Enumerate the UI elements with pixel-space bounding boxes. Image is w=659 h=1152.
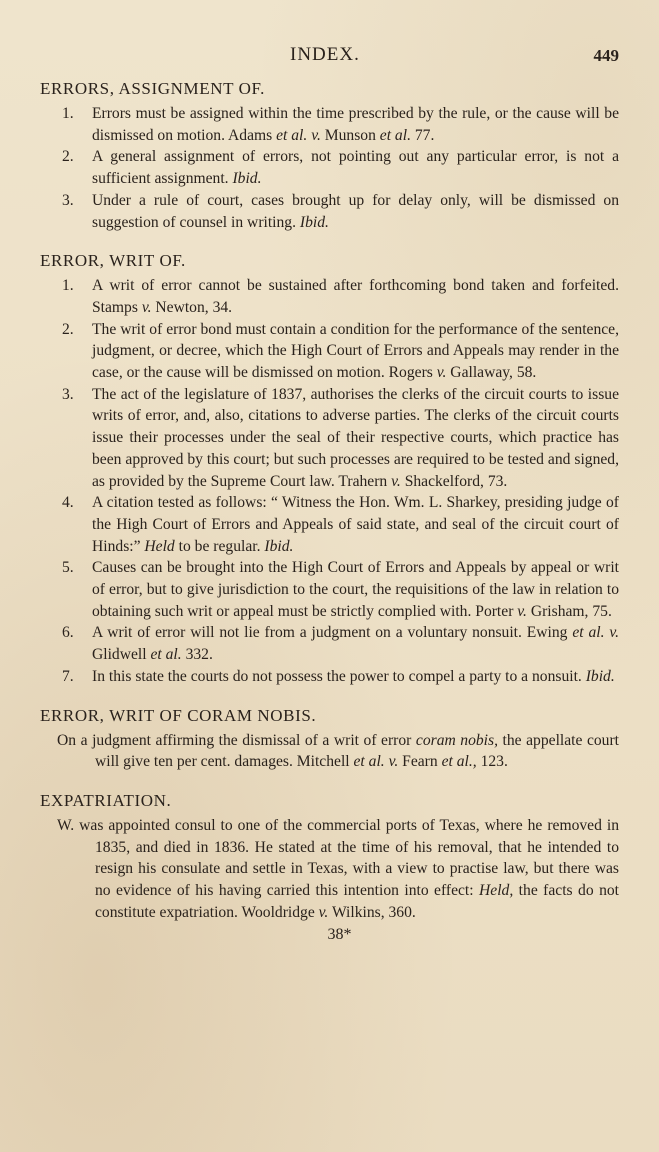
running-head bbox=[40, 38, 619, 68]
index-entry: 2. The writ of error bond must contain a condition for the performance of the sentence, judgment, or decree, which the High Court of Errors and Appeals may render in the case, or the cause will be dismissed on motion. Rogers v. Gallaway, 58. bbox=[62, 320, 619, 382]
running-title: INDEX. bbox=[290, 44, 360, 65]
index-section-errors-assignment bbox=[40, 78, 619, 233]
index-entry: 2. A general assignment of errors, not pointing out any particular error, is not a sufficient assignment. Ibid. bbox=[62, 148, 619, 188]
index-entry: 1. Errors must be assigned within the time prescribed by the rule, or the cause will be dismissed on motion. Adams et al. v. Munson et al. 77. bbox=[62, 105, 619, 144]
section-heading: ERRORS, ASSIGNMENT OF. bbox=[40, 79, 266, 98]
index-entry: On a judgment affirming the dismissal of a writ of error coram nobis, the appellate court will give ten per cent. damages. Mitchell et al. v. Fearn et al., 123. bbox=[57, 731, 620, 771]
index-entry: 7. In this state the courts do not possess the power to compel a party to a nonsuit. Ibid. bbox=[62, 667, 615, 685]
page-number: 449 bbox=[593, 46, 619, 65]
index-entry: 1. A writ of error cannot be sustained after forthcoming bond taken and forfeited. Stamps v. Newton, 34. bbox=[62, 277, 619, 316]
index-section-error-writ bbox=[40, 250, 619, 687]
signature-mark: 38* bbox=[327, 925, 352, 943]
index-entry: 4. A citation tested as follows: “ Witness the Hon. Wm. L. Sharkey, presiding judge of the High Court of Errors and Appeals of said state, and seal of the circuit court of Hinds:” Held to be regular. Ibid. bbox=[62, 494, 619, 555]
index-entry: W. was appointed consul to one of the commercial ports of Texas, where he removed in 1835, and died in 1836. He stated at the time of his removal, that he intended to resign his consulate and settle in Texas, with a view to practise law, but there was no evidence of his having carried this intention into effect: Held, the facts do not constitute expatriation. Wooldridge v. Wilkins, 360. bbox=[57, 816, 619, 921]
section-heading: ERROR, WRIT OF. bbox=[40, 251, 186, 271]
section-heading: ERROR, WRIT OF CORAM NOBIS. bbox=[40, 705, 317, 725]
index-section-coram-nobis bbox=[40, 705, 619, 773]
index-section-expatriation bbox=[40, 790, 619, 924]
index-entry: 5. Causes can be brought into the High Court of Errors and Appeals by appeal or writ of error, but to give jurisdiction to the court, the requisitions of the law in relation to obtaining such writ or appeal must be strictly complied with. Porter v. Grisham, 75. bbox=[62, 559, 619, 620]
section-heading: EXPATRIATION. bbox=[40, 790, 172, 810]
index-entry: 3. Under a rule of court, cases brought up for delay only, will be dismissed on suggestion of counsel in writing. Ibid. bbox=[62, 191, 619, 231]
index-entry: 6. A writ of error will not lie from a judgment on a voluntary nonsuit. Ewing et al. v. Glidwell et al. 332. bbox=[62, 624, 619, 664]
index-entry: 3. The act of the legislature of 1837, authorises the clerks of the circuit courts to issue writs of error, and, also, citations to adverse parties. The clerks of the circuit courts issue their processes under the seal of their respective courts, which practice has been approved by this court; but such processes are required to be tested and signed, as provided by the Supreme Court law. Trahern v. Shackelford, 73. bbox=[62, 385, 619, 490]
